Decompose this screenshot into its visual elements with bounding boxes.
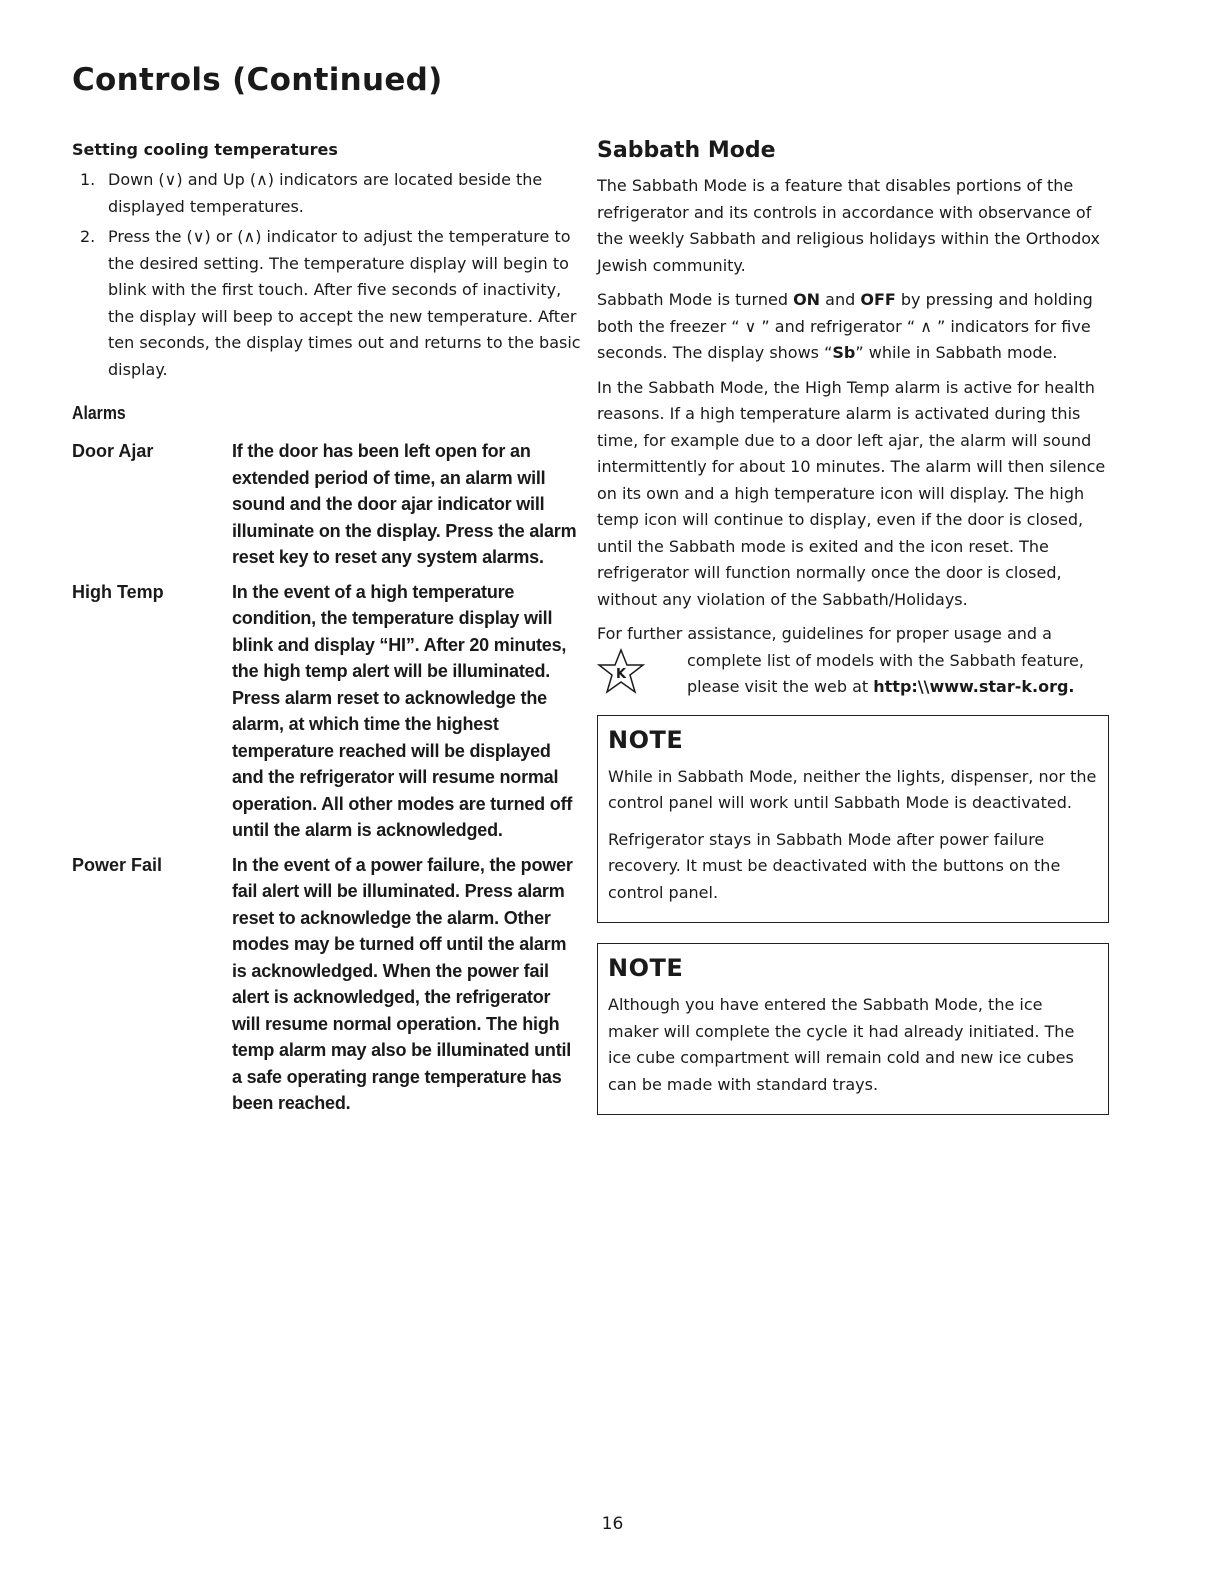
star-k-text: complete list of models with the Sabbath feature, please visit the web at http:\\www.star-k.org.: [687, 650, 1084, 696]
sabbath-assistance: For further assistance, guidelines for proper usage and a: [597, 624, 1052, 643]
page-number: 16: [601, 1514, 624, 1534]
page-title: Controls (Continued): [72, 62, 443, 98]
svg-text:K: K: [615, 666, 627, 682]
star-k-row: [597, 648, 1109, 701]
note-text: While in Sabbath Mode, neither the lights, dispenser, nor the control panel will work until Sabbath Mode is deactivated.: [608, 766, 1097, 812]
alarm-name: Power Fail: [72, 854, 163, 875]
off-label: OFF: [860, 290, 896, 309]
note-text: Refrigerator stays in Sabbath Mode after power failure recovery. It must be deactivated with the buttons on the control panel.: [608, 829, 1061, 902]
alarm-description: In the event of a high temperature condition, the temperature display will blink and display “HI”. After 20 minutes, the high temp alert will be illuminated. Press alarm reset to acknowledge the alarm, at which time the highest temperature reached will be displayed and the refrigerator will resume normal operation. All other modes are turned off until the alarm is acknowledged.: [232, 581, 573, 840]
step-text: Press the (∨) or (∧) indicator to adjust the temperature to the desired setting. The temperature display will begin to blink with the first touch. After five seconds of inactivity, the display will beep to accept the new temperature. After ten seconds, the display times out and returns to the basic display.: [108, 227, 581, 379]
alarm-door-ajar: [72, 438, 582, 571]
note-text: Although you have entered the Sabbath Mode, the ice maker will complete the cycle it had already initiated. The ice cube compartment will remain cold and new ice cubes can be made with standard trays.: [608, 995, 1075, 1094]
alarm-power-fail: [72, 852, 582, 1117]
alarm-description: In the event of a power failure, the power fail alert will be illuminated. Press alarm reset to acknowledge the alarm. Other modes may be turned off until the alarm is acknowledged. When the power fail alert is acknowledged, the refrigerator will resume normal operation. The high temp alarm may also be illuminated until a safe operating range temperature has been reached.: [232, 854, 573, 1113]
alarm-description: If the door has been left open for an extended period of time, an alarm will sound and the door ajar indicator will illuminate on the display. Press the alarm reset key to reset any system alarms.: [232, 441, 577, 567]
step-text: Down (∨) and Up (∧) indicators are located beside the displayed temperatures.: [108, 170, 543, 216]
note-heading: NOTE: [608, 725, 684, 754]
note-heading: NOTE: [608, 954, 684, 982]
alarms-heading: Alarms: [72, 403, 126, 423]
note-box-sabbath-disables: [597, 715, 1109, 924]
right-column: [597, 138, 1109, 1135]
sb-label: Sb: [832, 343, 856, 362]
alarm-name: Door Ajar: [72, 441, 154, 461]
star-k-logo-icon: [597, 648, 687, 698]
sabbath-toggle-instructions: Sabbath Mode is turned ON and OFF by pressing and holding both the freezer “ ∨ ” and refrigerator “ ∧ ” indicators for five seconds. The display shows “Sb” while in Sabbath mode.: [597, 290, 1093, 362]
star-k-link[interactable]: http:\\www.star-k.org.: [873, 677, 1075, 696]
sabbath-intro: The Sabbath Mode is a feature that disables portions of the refrigerator and its controls in accordance with observance of the weekly Sabbath and religious holidays within the Orthodox Jewish community.: [597, 176, 1100, 275]
on-label: ON: [793, 290, 821, 309]
sabbath-heading: Sabbath Mode: [597, 138, 776, 163]
sabbath-alarm-info: In the Sabbath Mode, the High Temp alarm is active for health reasons. If a high temperature alarm is activated during this time, for example due to a door left ajar, the alarm will sound intermittently for about 10 minutes. The alarm will then silence on its own and a high temperature icon will display. The high temp icon will continue to display, even if the door is closed, until the Sabbath mode is exited and the icon reset. The refrigerator will function normally once the door is closed, without any violation of the Sabbath/Holidays.: [597, 377, 1106, 609]
left-column: [72, 140, 582, 1125]
cooling-step: [72, 167, 582, 220]
step-number: 1.: [80, 170, 96, 189]
cooling-steps: [72, 167, 582, 383]
note-box-ice-maker: [597, 943, 1109, 1115]
alarm-name: High Temp: [72, 581, 164, 602]
cooling-heading: Setting cooling temperatures: [72, 140, 338, 159]
cooling-step: [72, 224, 582, 383]
alarm-high-temp: [72, 579, 582, 844]
step-number: 2.: [80, 227, 96, 246]
